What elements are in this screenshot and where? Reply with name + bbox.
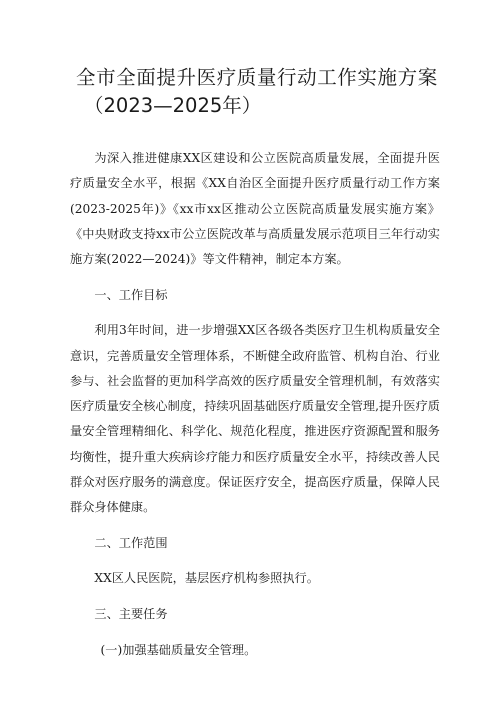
subsection-heading-basic-quality: (一)加强基础质量安全管理。 [100, 642, 257, 657]
scope-paragraph: XX区人民医院，基层医疗机构参照执行。 [94, 571, 319, 586]
section-heading-tasks: 三、主要任务 [94, 607, 168, 622]
document-body [70, 146, 440, 673]
section-heading-scope: 二、工作范围 [94, 536, 168, 551]
document-title: 全市全面提升医疗质量行动工作实施方案 [76, 66, 438, 89]
document-subtitle: （2023—2025年） [84, 94, 262, 117]
goals-paragraph: 利用3年时间，进一步增强XX区各级各类医疗卫生机构质量安全意识，完善质量安全管理体系，不断健全政府监管、机构自治、行业参与、社会监督的更加科学高效的医疗质量安全管理机制，有效落实医疗质量安全核心制度，持续巩固基础医疗质量安全管理,提升医疗质量安全管理精细化、科学化、规范化程度，推进医疗资源配置和服务均衡性，提升重大疾病诊疗能力和医疗质量安全水平，持续改善人民群众对医疗服务的满意度。保证医疗安全，提高医疗质量，保障人民群众身体健康。 [70, 323, 440, 515]
intro-paragraph: 为深入推进健康XX区建设和公立医院高质量发展，全面提升医疗质量安全水平，根据《XX自治区全面提升医疗质量行动工作方案(2023-2025年)》《xx市xx区推动公立医院高质量发展实施方案》《中央财政支持xx市公立医院改革与高质量发展示范项目三年行动实施方案(2022—2024)》等文件精神，制定本方案。 [70, 151, 440, 267]
section-heading-goals: 一、工作目标 [94, 287, 168, 302]
